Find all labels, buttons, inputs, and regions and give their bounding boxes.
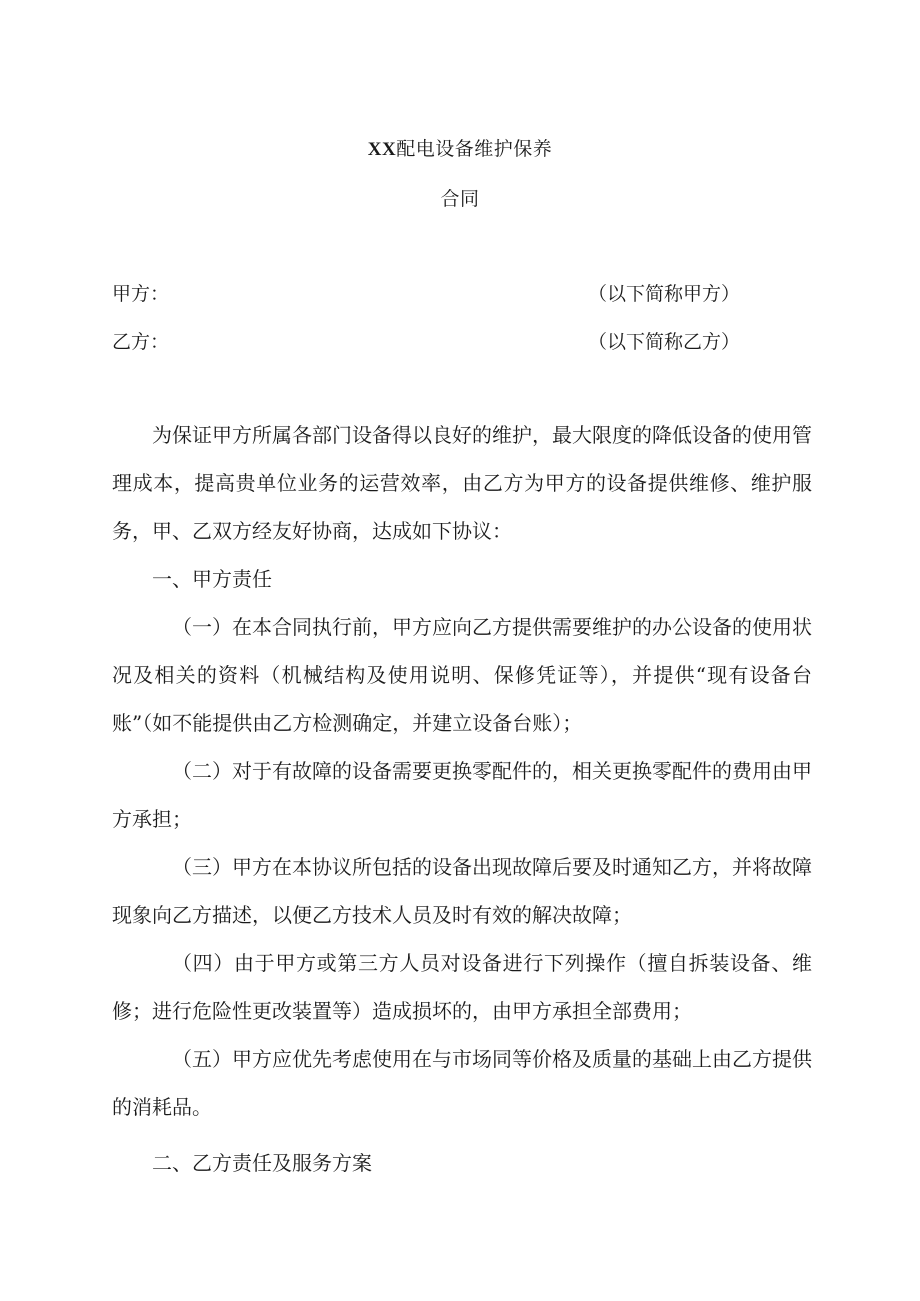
intro-paragraph: 为保证甲方所属各部门设备得以良好的维护，最大限度的降低设备的使用管理成本，提高贵单位业务的运营效率，由乙方为甲方的设备提供维修、维护服务，甲、乙双方经友好协商，达成如下协议： — [112, 423, 812, 543]
section1-item-4: （四）由于甲方或第三方人员对设备进行下列操作（擅自拆装设备、维修；进行危险性更改装置等）造成损坏的，由甲方承担全部费用； — [112, 951, 812, 1023]
party-a-label: 甲方： — [112, 283, 170, 305]
section1-item-3: （三）甲方在本协议所包括的设备出现故障后要及时通知乙方，并将故障现象向乙方描述，以便乙方技术人员及时有效的解决故障； — [112, 855, 812, 927]
section1-item-1: （一）在本合同执行前，甲方应向乙方提供需要维护的办公设备的使用状况及相关的资料（机械结构及使用说明、保修凭证等），并提供“现有设备台账”（如不能提供由乙方检测确定，并建立设备台账）； — [112, 615, 812, 735]
spacer — [112, 1131, 812, 1139]
party-b-alias: （以下简称乙方） — [588, 331, 741, 353]
document-title-line2: 合同 — [440, 188, 480, 210]
party-b-label: 乙方： — [112, 331, 170, 353]
title-main: 配电设备维护保养 — [396, 138, 553, 160]
party-a-alias: （以下简称甲方） — [588, 283, 741, 305]
title-prefix: XX — [367, 139, 397, 160]
section1-item-2: （二）对于有故障的设备需要更换零配件的，相关更换零配件的费用由甲方承担； — [112, 759, 812, 831]
section1-item-5: （五）甲方应优先考虑使用在与市场同等价格及质量的基础上由乙方提供的消耗品。 — [112, 1047, 812, 1119]
document-title — [0, 134, 920, 161]
section1-heading: 一、甲方责任 — [152, 567, 272, 591]
contract-body — [112, 411, 812, 1187]
section2-heading: 二、乙方责任及服务方案 — [152, 1151, 372, 1175]
